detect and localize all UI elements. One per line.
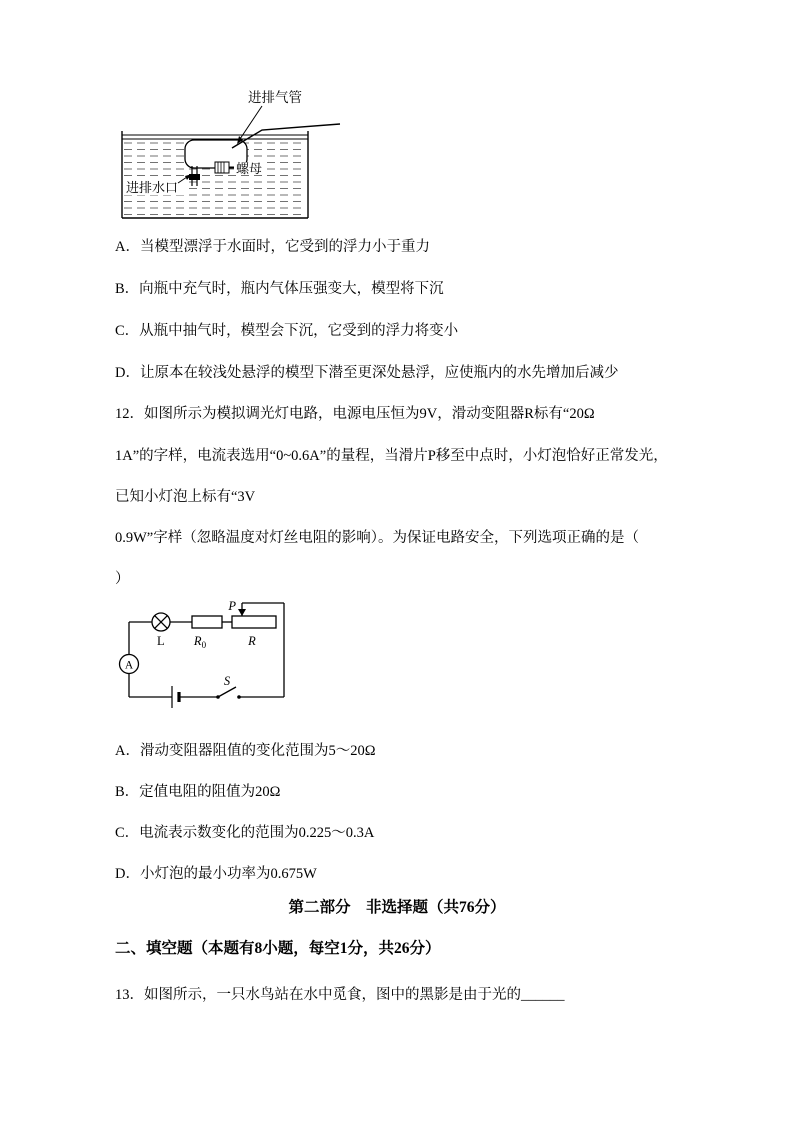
ammeter-label: A: [124, 659, 134, 672]
q12-stem-line5: ）: [115, 571, 130, 587]
q12-stem-line3: 已知小灯泡上标有“3V: [115, 489, 256, 505]
q12-option-d: D．小灯泡的最小功率为0.675W: [115, 866, 317, 882]
q11-option-c: C．从瓶中抽气时，模型会下沉，它受到的浮力将变小: [115, 323, 459, 339]
q12-stem-line1: 12．如图所示为模拟调光灯电路，电源电压恒为9V，滑动变阻器R标有“20Ω: [115, 406, 595, 422]
circuit-figure: [114, 597, 299, 709]
resistor-r0: [192, 616, 222, 628]
water-port-label: 进排水口: [126, 180, 179, 195]
q12-option-c: C．电流表示数变化的范围为0.225～0.3A: [115, 825, 375, 841]
slider-arrow: [238, 609, 246, 616]
q13-stem-line1: 13．如图所示，一只水鸟站在水中觅食，图中的黑影是由于光的______: [115, 987, 565, 1003]
q12-option-b: B．定值电阻的阻值为20Ω: [115, 784, 281, 800]
switch-contact: [237, 695, 241, 699]
slider-label: P: [228, 599, 236, 613]
r0-label-base: R: [193, 634, 202, 648]
pipe-label: 进排气管: [248, 90, 302, 105]
r0-label-sub: 0: [201, 640, 207, 650]
switch-label: S: [223, 674, 231, 688]
r0-label: [193, 634, 207, 650]
lamp-label: L: [157, 634, 165, 648]
switch-lever: [218, 687, 236, 697]
q12-option-a: A．滑动变阻器阻值的变化范围为5～20Ω: [115, 743, 376, 759]
q12-stem-line2: 1A”的字样，电流表选用“0~0.6A”的量程，当滑片P移至中点时，小灯泡恰好正常发光，: [115, 448, 668, 464]
q11-option-a: A．当模型漂浮于水面时，它受到的浮力小于重力: [115, 239, 430, 255]
q11-option-d: D．让原本在较浅处悬浮的模型下潜至更深处悬浮，应使瓶内的水先增加后减少: [115, 365, 619, 381]
switch-pivot: [216, 695, 220, 699]
section2-fill-blank-header: 二、填空题（本题有8小题，每空1分，共26分）: [115, 940, 441, 957]
rheostat-r: [232, 616, 276, 628]
section2-title: 第二部分 非选择题（共76分）: [288, 899, 506, 916]
rheostat-label: R: [248, 634, 256, 648]
tank-figure: [112, 86, 347, 228]
q11-option-b: B．向瓶中充气时，瓶内气体压强变大，模型将下沉: [115, 281, 444, 297]
q12-stem-line4: 0.9W”字样（忽略温度对灯丝电阻的影响）。为保证电路安全，下列选项正确的是（: [115, 530, 639, 546]
nut-label: 螺母: [236, 161, 263, 176]
